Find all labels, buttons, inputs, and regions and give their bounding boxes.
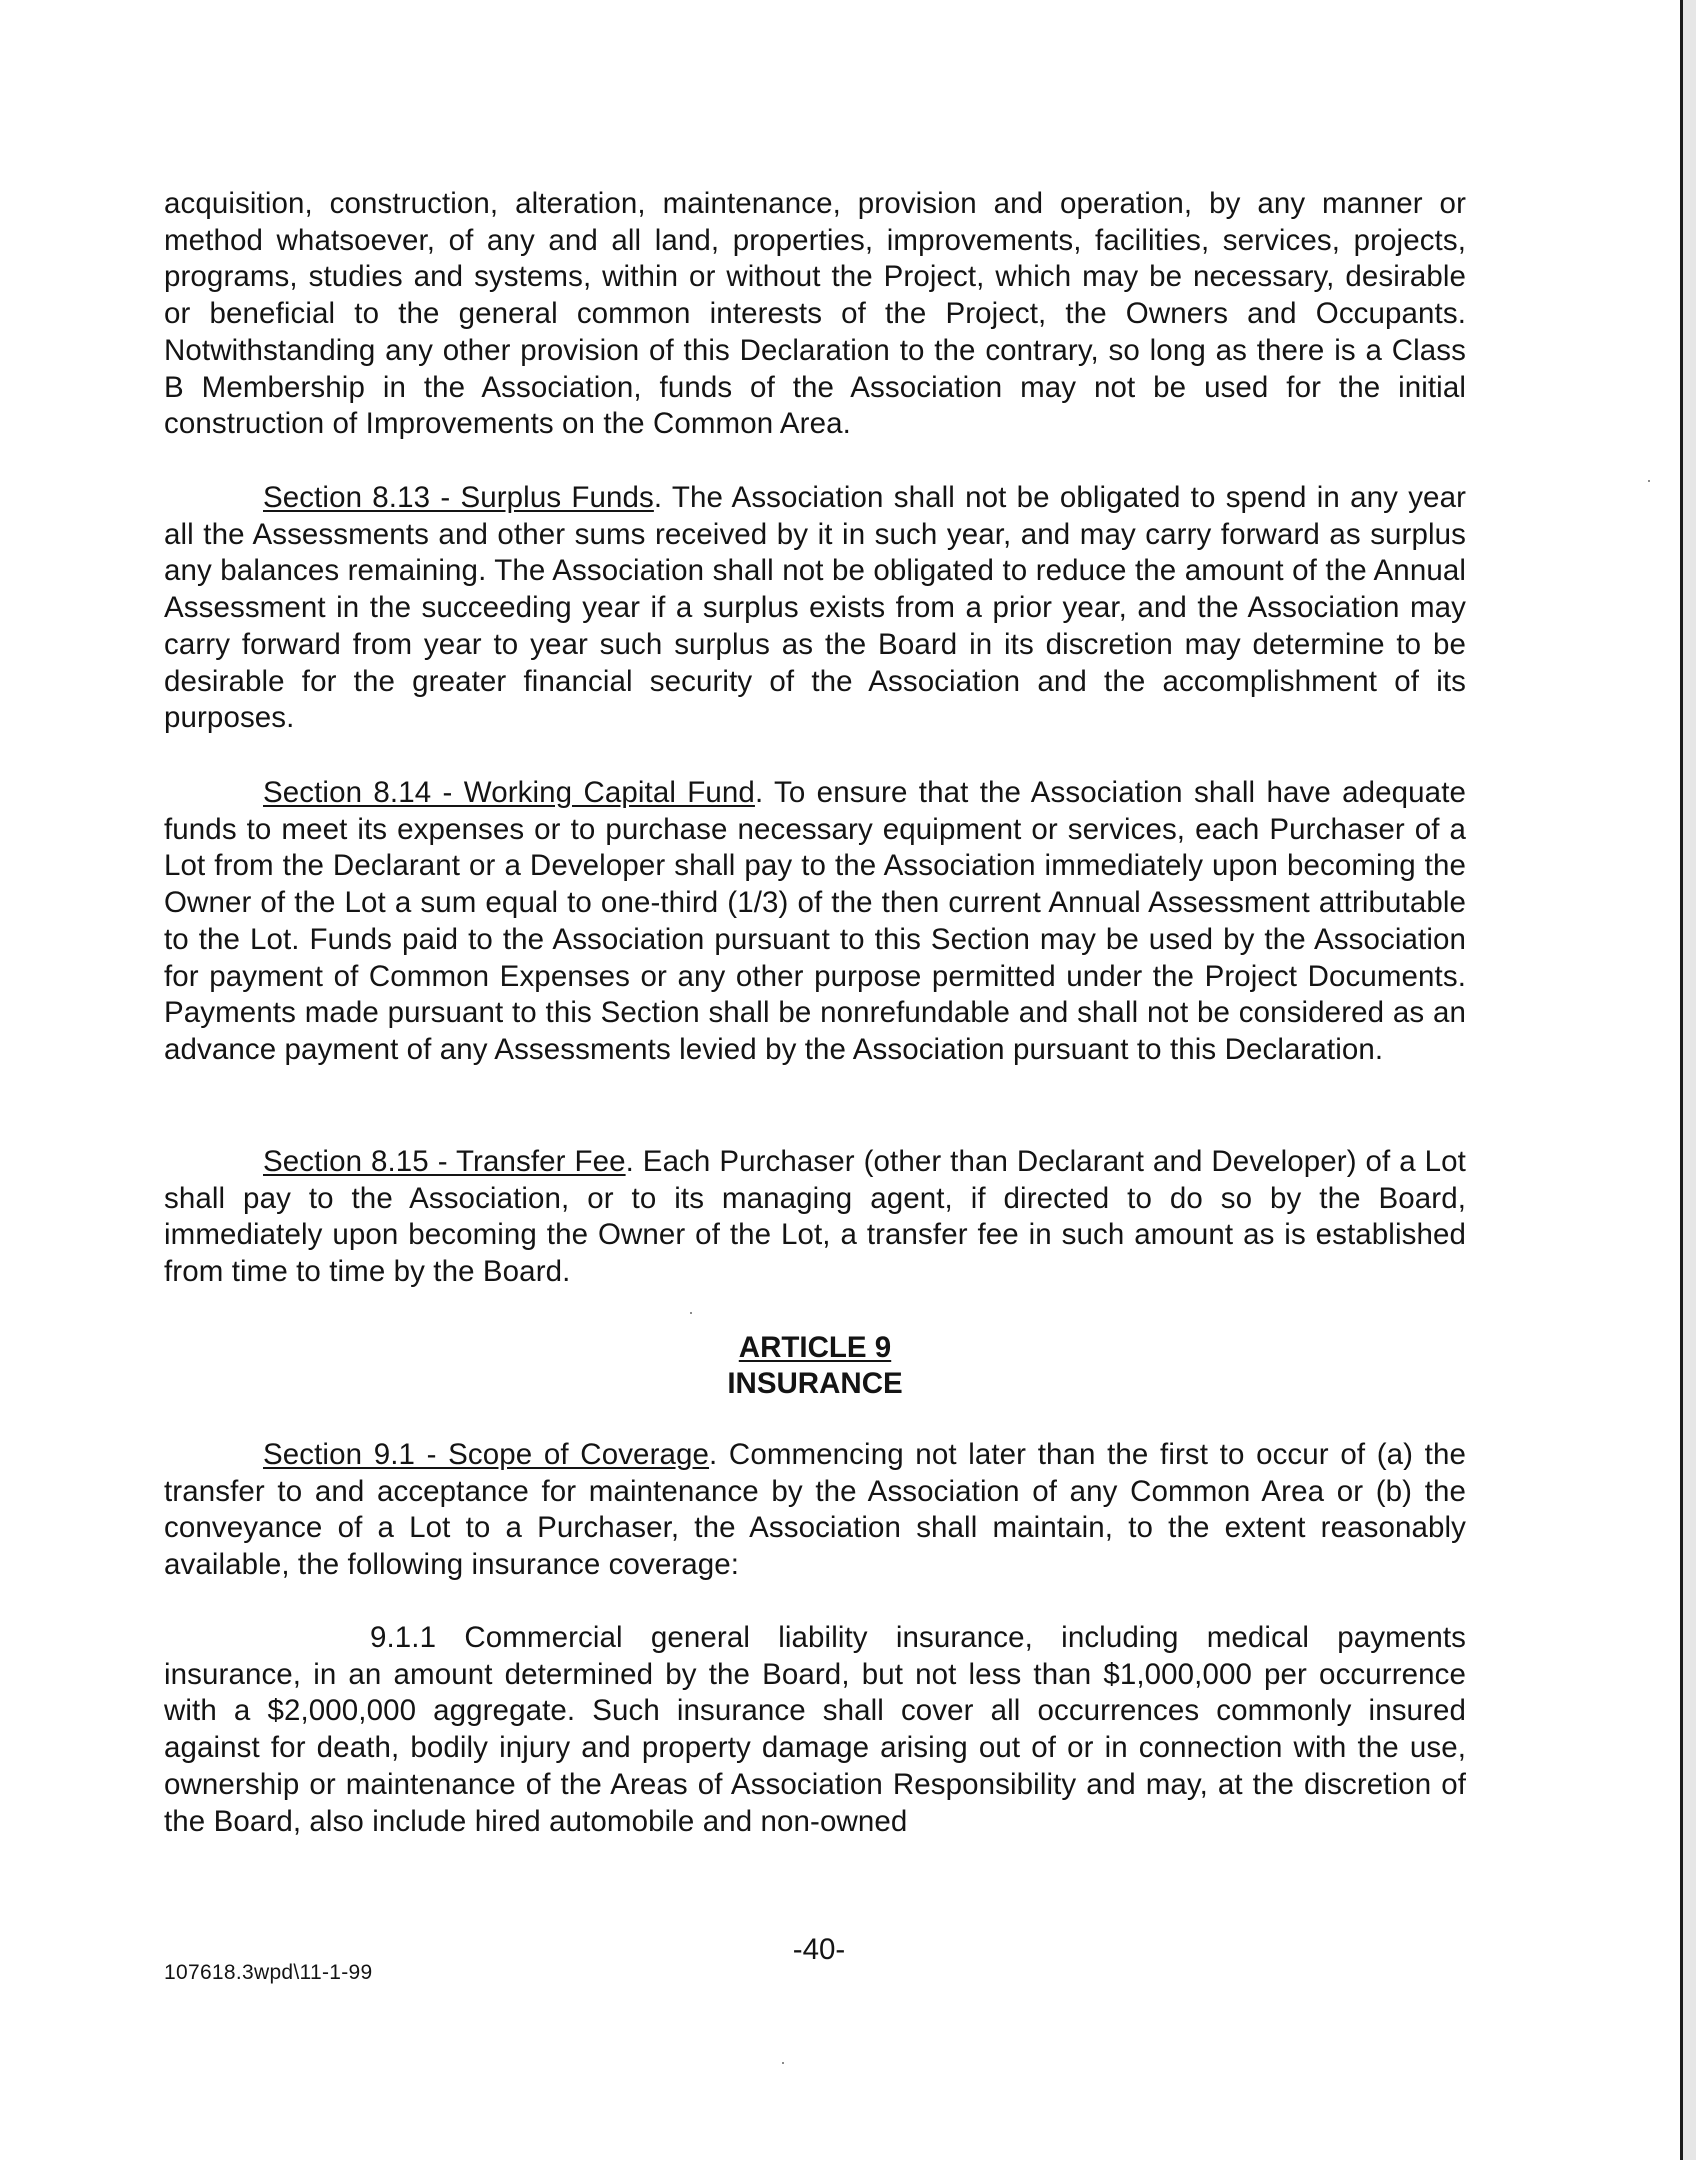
article-number: ARTICLE 9 xyxy=(738,1331,892,1364)
section-9-1-paragraph xyxy=(164,1437,1466,1584)
subsection-9-1-1-paragraph: 9.1.1 Commercial general liability insurance, including medical payments insurance, in an amount determined by the Board, but not less than $1,000,000 per occurrence with a $2,000,000 aggregate. Such insurance shall cover all occurrences commonly insured against for death, bodily injury and property damage arising out of or in connection with the use, ownership or maintenance of the Areas of Association Responsibility and may, at the discretion of the Board, also include hired automobile and non-owned xyxy=(164,1621,1466,1838)
section-8-15-heading: Section 8.15 - Transfer Fee xyxy=(263,1145,626,1178)
page-edge-shadow xyxy=(1683,0,1696,2160)
page-number: -40- xyxy=(792,1933,846,1966)
scan-speck xyxy=(690,1312,692,1314)
article-heading xyxy=(164,1330,1466,1402)
section-8-14-body: . To ensure that the Association shall have adequate funds to meet its expenses or to purchase necessary equipment or services, each Purchaser of a Lot from the Declarant or a Developer shall pay to the Association immediately upon becoming the Owner of the Lot a sum equal to one-third (1/3) of the then current Annual Assessment attributable to the Lot. Funds paid to the Association pursuant to this Section may be used by the Association for payment of Common Expenses or any other purpose permitted under the Project Documents. Payments made pursuant to this Section shall be nonrefundable and shall not be considered as an advance payment of any Assessments levied by the Association pursuant to this Declaration. xyxy=(164,776,1466,1066)
document-id: 107618.3wpd\11-1-99 xyxy=(164,1961,373,1984)
scan-speck xyxy=(782,2062,784,2064)
section-8-14-paragraph xyxy=(164,775,1466,1069)
section-9-1-body: . Commencing not later than the first to occur of (a) the transfer to and acceptance for maintenance by the Association of any Common Area or (b) the conveyance of a Lot to a Purchaser, the Association shall maintain, to the extent reasonably available, the following insurance coverage: xyxy=(164,1438,1466,1582)
paragraph-continuation: acquisition, construction, alteration, maintenance, provision and operation, by any manner or method whatsoever, of any and all land, properties, improvements, facilities, services, projects, programs, studies and systems, within or without the Project, which may be necessary, desirable or beneficial to the general common interests of the Project, the Owners and Occupants. Notwithstanding any other provision of this Declaration to the contrary, so long as there is a Class B Membership in the Association, funds of the Association may not be used for the initial construction of Improvements on the Common Area. xyxy=(164,187,1466,441)
section-8-15-paragraph xyxy=(164,1144,1466,1291)
section-8-14-heading: Section 8.14 - Working Capital Fund xyxy=(263,776,755,809)
section-8-13-body: . The Association shall not be obligated to spend in any year all the Assessments and other sums received by it in such year, and may carry forward as surplus any balances remaining. The Association shall not be obligated to reduce the amount of the Annual Assessment in the succeeding year if a surplus exists from a prior year, and the Association may carry forward from year to year such surplus as the Board in its discretion may determine to be desirable for the greater financial security of the Association and the accomplishment of its purposes. xyxy=(164,481,1466,735)
section-8-13-heading: Section 8.13 - Surplus Funds xyxy=(263,481,654,514)
section-8-13-paragraph xyxy=(164,480,1466,737)
article-title: INSURANCE xyxy=(727,1367,903,1400)
scan-speck xyxy=(1648,480,1650,482)
section-9-1-heading: Section 9.1 - Scope of Coverage xyxy=(263,1438,710,1471)
section-8-15-body: . Each Purchaser (other than Declarant and Developer) of a Lot shall pay to the Association, or to its managing agent, if directed to do so by the Board, immediately upon becoming the Owner of the Lot, a transfer fee in such amount as is established from time to time by the Board. xyxy=(164,1145,1466,1289)
